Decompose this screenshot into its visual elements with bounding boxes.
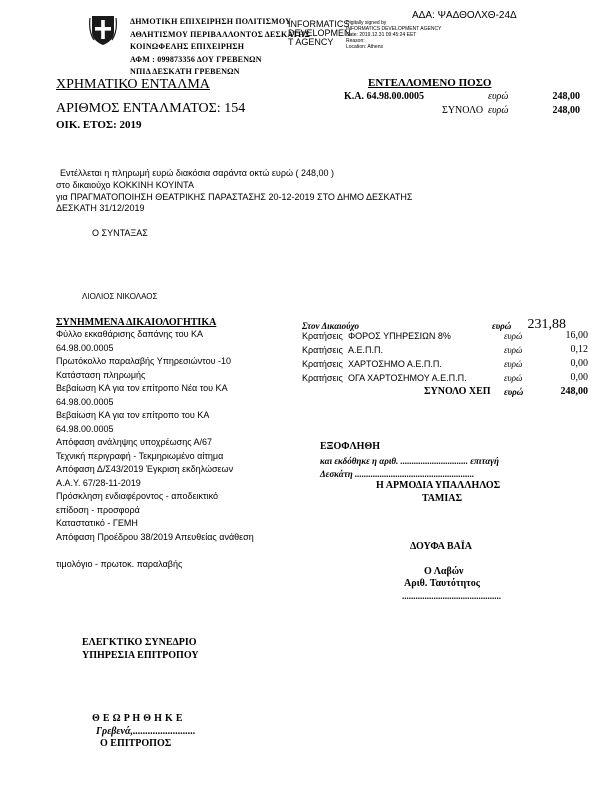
- deduction-name: ΟΓΑ ΧΑΡΤΟΣΗΜΟΥ Α.Ε.Π.Π.: [348, 373, 467, 383]
- deductions-table: [302, 330, 592, 386]
- attachment-item: Βεβαίωση ΚΑ για τον επίτροπο του ΚΑ: [56, 410, 210, 420]
- fiscal-year: ΟΙΚ. ΕΤΟΣ: 2019: [56, 119, 142, 131]
- commissioner-label: Ο ΕΠΙΤΡΟΠΟΣ: [100, 738, 172, 749]
- attachments-heading: ΣΥΝΗΜΜΕΝΑ ΔΙΚΑΙΟΛΟΓΗΤΙΚΑ: [56, 317, 217, 328]
- stamp-details: [346, 20, 441, 50]
- ka-value: 248,00: [552, 91, 580, 102]
- attachments-list: [56, 328, 254, 571]
- hellenic-emblem-icon: [89, 14, 117, 46]
- cheque-line: και εκδόθηκε η αριθ. .............................. επιταγή: [320, 456, 499, 466]
- org-line: ΚΟΙΝΩΦΕΛΗΣ ΕΠΙΧΕΙΡΗΣΗ: [130, 42, 245, 51]
- org-line: ΑΘΛΗΤΙΣΜΟΥ ΠΕΡΙΒΑΛΛΟΝΤΟΣ ΔΕΣΚΑΤΗΣ: [130, 29, 311, 39]
- date-line: Δεσκάτη .....................................................: [320, 469, 475, 479]
- attachment-item: Απόφαση Προέδρου 38/2019 Απευθείας ανάθεση: [56, 531, 254, 542]
- attachment-item: Α.Α.Υ. 67/28-11-2019: [56, 477, 141, 488]
- approval-date-line: Γρεβενά,.........................: [96, 726, 196, 737]
- stamp-line: T AGENCY: [288, 37, 334, 47]
- deduction-row: [302, 330, 592, 344]
- approved-heading: Θ Ε Ω Ρ Η Θ Η Κ Ε: [92, 713, 183, 724]
- body-line: Εντέλλεται η πληρωμή ευρώ διακόσια σαράντα οκτώ ευρώ ( 248,00 ): [60, 168, 334, 178]
- attachment-item: 64.98.00.0005: [56, 423, 114, 434]
- ada-code: ΑΔΑ: ΨΑΔΘΟΛΧΘ-24Δ: [412, 10, 517, 21]
- deduction-value: 0,00: [570, 372, 588, 383]
- deduction-prefix: Κρατήσεις: [302, 331, 343, 341]
- commissioner-service-heading: ΥΠΗΡΕΣΙΑ ΕΠΙΤΡΟΠΟΥ: [82, 650, 199, 661]
- mandate-body: [56, 168, 412, 215]
- audit-court-heading: ΕΛΕΓΚΤΙΚΟ ΣΥΝΕΔΡΙΟ: [82, 637, 197, 648]
- amount-heading: ΕΝΤΕΛΛΟΜΕΝΟ ΠΟΣΟ: [368, 77, 492, 89]
- beneficiary-currency: ευρώ: [492, 321, 512, 331]
- author-role: Ο ΣΥΝΤΑΞΑΣ: [92, 228, 148, 238]
- receiver-label: Ο Λαβών: [424, 566, 464, 577]
- id-number-label: Αριθ. Ταυτότητος: [404, 578, 480, 589]
- deduction-prefix: Κρατήσεις: [302, 345, 343, 355]
- attachment-item: Καταστατικό - ΓΕΜΗ: [56, 518, 138, 528]
- amount-total-value: 248,00: [552, 105, 580, 116]
- attachment-item: Πρόσκληση ενδιαφέροντος - αποδεικτικό: [56, 491, 218, 501]
- org-line: ΑΦΜ : 099873356 ΔΟΥ ΓΡΕΒΕΝΩΝ: [130, 54, 262, 64]
- document-title: ΧΡΗΜΑΤΙΚΟ ΕΝΤΑΛΜΑ: [56, 77, 210, 92]
- deductions-total-currency: ευρώ: [504, 387, 524, 397]
- paid-heading: ΕΞΟΦΛΗΘΗ: [320, 441, 381, 452]
- deduction-value: 0,12: [570, 344, 588, 355]
- body-line: στο δικαιούχο ΚΟΚΚΙΝΗ ΚΟΥΙΝΤΑ: [56, 179, 195, 190]
- attachment-item: τιμολόγιο - πρωτοκ. παραλαβής: [56, 558, 183, 569]
- org-line: ΝΠΙΔ ΔΕΣΚΑΤΗ ΓΡΕΒΕΝΩΝ: [130, 67, 240, 76]
- deduction-currency: ευρώ: [504, 331, 523, 341]
- beneficiary-value: 231,88: [527, 317, 566, 332]
- deduction-currency: ευρώ: [504, 373, 523, 383]
- deductions-total-value: 248,00: [560, 386, 588, 397]
- clerk-role: Η ΑΡΜΟΔΙΑ ΥΠΑΛΛΗΛΟΣ: [376, 480, 501, 491]
- deduction-prefix: Κρατήσεις: [302, 359, 343, 369]
- attachment-item: Απόφαση ανάληψης υποχρέωσης Α/67: [56, 437, 213, 447]
- attachment-item: 64.98.00.0005: [56, 396, 114, 407]
- cashier-name: ΔΟΥΦΑ ΒΑΪΑ: [410, 541, 472, 552]
- id-number-dots: ............................................: [402, 591, 501, 601]
- mandate-number: ΑΡΙΘΜΟΣ ΕΝΤΑΛΜΑΤΟΣ: 154: [56, 101, 246, 116]
- stamp-detail-line: INFORMATICS DEVELOPMENT AGENCY: [346, 26, 442, 32]
- ka-label: Κ.Α. 64.98.00.0005: [344, 91, 424, 102]
- stamp-detail-line: Location: Athens: [346, 44, 383, 50]
- amount-total-label: ΣΥΝΟΛΟ: [442, 105, 484, 116]
- stamp-line: INFORMATICS: [288, 19, 350, 29]
- stamp-detail-line: Digitally signed by: [346, 20, 387, 26]
- deduction-name: Α.Ε.Π.Π.: [348, 345, 384, 355]
- attachment-spacer: [56, 544, 254, 558]
- attachment-item: 64.98.00.0005: [56, 342, 114, 353]
- beneficiary-label: Στον Δικαιούχο: [302, 321, 359, 331]
- attachment-item: επίδοση - προσφορά: [56, 504, 140, 515]
- signature-stamp: [288, 20, 351, 47]
- deduction-row: [302, 358, 592, 372]
- deduction-name: ΦΟΡΟΣ ΥΠΗΡΕΣΙΩΝ 8%: [348, 331, 451, 341]
- stamp-line: DEVELOPMEN: [288, 28, 351, 38]
- deduction-currency: ευρώ: [504, 359, 523, 369]
- attachment-item: Απόφαση Δ/Σ43/2019 Έγκριση εκδηλώσεων: [56, 464, 234, 474]
- deduction-prefix: Κρατήσεις: [302, 373, 343, 383]
- attachment-item: Βεβαίωση ΚΑ για τον επίτροπο Νέα του ΚΑ: [56, 383, 228, 393]
- deduction-currency: ευρώ: [504, 345, 523, 355]
- deduction-row: [302, 372, 592, 386]
- stamp-detail-line: Reason:: [346, 38, 365, 44]
- attachment-item: Πρωτόκολλο παραλαβής Υπηρεσιώντου -10: [56, 356, 231, 366]
- stamp-detail-line: Date: 2019.12.31 09:45:24 EET: [346, 32, 417, 38]
- attachment-item: Φύλλο εκκαθάρισης δαπάνης του ΚΑ: [56, 329, 204, 339]
- attachment-item: Κατάσταση πληρωμής: [56, 369, 146, 380]
- ka-currency: ευρώ: [488, 91, 509, 102]
- deduction-name: ΧΑΡΤΟΣΗΜΟ Α.Ε.Π.Π.: [348, 359, 442, 369]
- org-line: ΔΗΜΟΤΙΚΗ ΕΠΙΧΕΙΡΗΣΗ ΠΟΛΙΤΙΣΜΟΥ: [130, 17, 292, 26]
- author-name: ΛΙΟΛΙΟΣ ΝΙΚΟΛΑΟΣ: [82, 292, 158, 301]
- amount-total-currency: ευρώ: [488, 105, 509, 116]
- body-line: για ΠΡΑΓΜΑΤΟΠΟΙΗΣΗ ΘΕΑΤΡΙΚΗΣ ΠΑΡΑΣΤΑΣΗΣ 20-12-2019 ΣΤΟ ΔΗΜΟ ΔΕΣΚΑΤΗΣ: [56, 191, 413, 202]
- cashier-role: ΤΑΜΙΑΣ: [422, 493, 463, 504]
- organization-block: [130, 16, 310, 79]
- deductions-total-label: ΣΥΝΟΛΟ ΧΕΠ: [424, 386, 491, 397]
- body-line: ΔΕΣΚΑΤΗ 31/12/2019: [56, 203, 145, 214]
- deduction-value: 16,00: [565, 330, 588, 341]
- attachment-item: Τεχνική περιγραφή - Τεκμηριωμένο αίτημα: [56, 450, 224, 461]
- deduction-row: [302, 344, 592, 358]
- deduction-value: 0,00: [570, 358, 588, 369]
